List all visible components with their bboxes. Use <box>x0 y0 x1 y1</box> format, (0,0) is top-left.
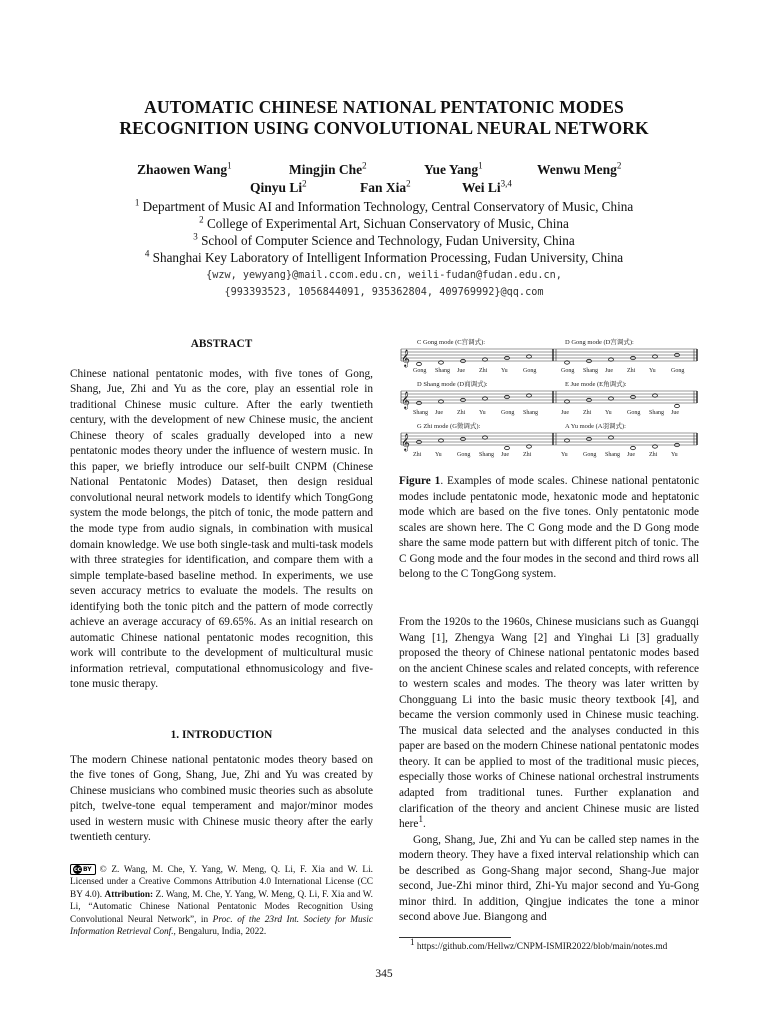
whole-note <box>439 361 444 364</box>
email-line-1[interactable]: {wzw, yewyang}@mail.ccom.edu.cn, weili-fudan@fudan.edu.cn, <box>206 270 562 281</box>
abstract-heading: ABSTRACT <box>190 338 253 350</box>
author: Wenwu Meng$^2$ <box>537 160 622 177</box>
note-step-name: Gong <box>561 368 575 374</box>
note-step-name: Zhi <box>479 368 488 374</box>
note-step-name: Jue <box>671 410 679 416</box>
note-step-name: Jue <box>457 368 465 374</box>
caption-label: Figure 1 <box>399 475 441 487</box>
venue: Proc. of the 23rd Int. Society for Music Information Retrieval Conf., <box>70 914 373 938</box>
staff-mode-label: G Zhi mode (G徵调式): <box>417 423 481 430</box>
whole-note <box>527 355 532 358</box>
figure-caption <box>399 474 699 583</box>
introduction-heading: 1. INTRODUCTION <box>170 729 273 741</box>
affiliation: $^3$ School of Computer Science and Technology, Fudan University, China <box>193 231 575 248</box>
note-step-name: Jue <box>561 410 569 416</box>
note-step-name: Gong <box>627 410 641 416</box>
page-number: 345 <box>375 968 393 980</box>
license-text: © Z. Wang, M. Che, Y. Yang, W. Meng, Q. Li, F. Xia and W. Li. Licensed under a Creative Commons Attribution 4.0 International License (CC BY 4.0). <box>70 865 373 900</box>
staff-mode-label: D Shang mode (D商调式): <box>417 381 488 388</box>
staff-mode-label: A Yu mode (A羽调式): <box>565 423 626 430</box>
note-step-name: Yu <box>605 410 612 416</box>
whole-note <box>483 436 488 439</box>
introduction-paragraph: The modern Chinese national pentatonic modes theory based on the five tones of Gong, Shang, Jue, Zhi and Yu was created by Chinese musicians who combined music theories such as absolute pitch, twelve-tone equal temperament and major/minor modes used in western music with Chinese music theory after the early twentieth century. <box>70 753 373 844</box>
whole-note <box>609 397 614 400</box>
note-step-name: Jue <box>605 368 613 374</box>
note-step-name: Zhi <box>649 452 658 458</box>
attribution-label: Attribution: <box>104 889 154 900</box>
note-step-name: Yu <box>501 368 508 374</box>
author: Zhaowen Wang$^1$ <box>137 160 232 177</box>
right-body <box>399 615 699 926</box>
right-paragraph-1: From the 1920s to the 1960s, Chinese musicians such as Guangqi Wang [1], Zhengya Wang [2] and Yinghai Li [3] gradually proposed the theory of Chinese national pentatonic modes based on the ancient Chinese scales and related concepts, with reference to western scales and modes. The theory was later written by Chongguang Li into the basic music theory textbook [4], and became the version commonly used in Chinese music teaching. The musical data selected and the analyses conducted in this paper are based on the modern Chinese national pentatonic modes theory. It can be applied to most of the traditional music pieces, especially those works of Chinese national orchestral instruments adapted from traditional tunes. Further explanation and clarification of the theory and ancient Chinese music are listed here$^1$. <box>399 616 699 831</box>
note-step-name: Gong <box>501 410 515 416</box>
whole-note <box>417 362 422 365</box>
note-step-name: Gong <box>671 368 685 374</box>
note-step-name: Yu <box>649 368 656 374</box>
affiliation: $^4$ Shanghai Key Laboratory of Intelligent Information Processing, Fudan University, China <box>144 248 624 265</box>
affiliation: $^1$ Department of Music AI and Information Technology, Central Conservatory of Music, China <box>134 197 634 214</box>
whole-note <box>505 446 510 449</box>
whole-note <box>565 361 570 364</box>
note-step-name: Zhi <box>627 368 636 374</box>
note-step-name: Zhi <box>413 452 422 458</box>
location: Bengaluru, India, 2022. <box>178 927 267 938</box>
note-step-name: Yu <box>671 452 678 458</box>
note-step-name: Zhi <box>583 410 592 416</box>
right-paragraph-2: Gong, Shang, Jue, Zhi and Yu can be called step names in the modern theory. They have a fixed interval relationship which can be described as Gong-Shang major second, Shang-Jue major second, Jue-Zhi minor third, Zhi-Yu major second and Yu-Gong minor third. In addition, Qingjue indicates the tone a minor second above Jue. Biangong and <box>399 833 699 924</box>
affiliations <box>40 198 728 266</box>
footnote-marker: 1 <box>418 814 423 825</box>
abstract-text: Chinese national pentatonic modes, with five tones of Gong, Shang, Jue, Zhi and Yu as the core, play an essential role in traditional Chinese music culture. After the early twentieth century, with the development of new Chinese music, the ancient Chinese theory of scales gradually developed into a new pentatonic modes theory under the influence of western music. In this paper, we briefly introduce our self-built CNPM (Chinese National Pentatonic Modes) Dataset, then design residual convolutional neural network models to identify which TongGong system the mode belongs, the pitch of tonic, the mode pattern and the mode type from audio signals, in combination with musical domain knowledge. We use both single-task and multi-task models with three strategies for identification, and compare them with a simple template-based baseline method. In experiments, we use seven accuracy metrics to evaluate the models. The results on identifying both the tonic pitch and the pattern of mode correctly achieve an average accuracy of 69.65%. As an initial research on automatic Chinese national pentatonic modes recognition, this work will contribute to the development of multicultural music information retrieval, computational ethnomusicology and five-tone music therapy. <box>70 367 373 691</box>
author: Wei Li$^{3,4}$ <box>462 178 512 195</box>
authors-row-1 <box>0 162 768 180</box>
note-step-name: Jue <box>627 452 635 458</box>
note-step-name: Zhi <box>523 452 532 458</box>
note-step-name: Shang <box>523 410 538 416</box>
note-step-name: Shang <box>479 452 494 458</box>
paper-title <box>40 97 728 139</box>
whole-note <box>675 404 680 407</box>
note-step-name: Gong <box>413 368 427 374</box>
note-step-name: Shang <box>649 410 664 416</box>
title-line-1: AUTOMATIC CHINESE NATIONAL PENTATONIC MODES <box>144 97 624 117</box>
title-line-2: RECOGNITION USING CONVOLUTIONAL NEURAL NETWORK <box>119 118 649 138</box>
whole-note <box>483 397 488 400</box>
whole-note <box>609 436 614 439</box>
figure-1 <box>399 337 699 462</box>
whole-note <box>527 445 532 448</box>
staff-mode-label: D Gong mode (D宫调式): <box>565 339 634 346</box>
note-step-name: Shang <box>605 452 620 458</box>
whole-note <box>565 439 570 442</box>
whole-note <box>653 355 658 358</box>
introduction-section <box>70 728 373 846</box>
note-step-name: Yu <box>561 452 568 458</box>
whole-note <box>483 358 488 361</box>
abstract-section <box>70 337 373 693</box>
author: Fan Xia$^2$ <box>360 178 411 195</box>
whole-note <box>631 446 636 449</box>
treble-clef-icon: 𝄞 <box>401 349 410 367</box>
license-note <box>70 864 373 938</box>
note-step-name: Shang <box>413 410 428 416</box>
whole-note <box>653 445 658 448</box>
mode-scales-staves <box>399 337 699 462</box>
email-addresses <box>40 267 728 301</box>
note-step-name: Yu <box>479 410 486 416</box>
treble-clef-icon: 𝄞 <box>401 391 410 409</box>
note-step-name: Jue <box>435 410 443 416</box>
attribution-text: Z. Wang, M. Che, Y. Yang, W. Meng, Q. Li, F. Xia and W. Li, “Automatic Chinese National Pentatonic Modes Recognition Using Convolutional Neural Network”, in <box>70 889 373 925</box>
affiliation: $^2$ College of Experimental Art, Sichuan Conservatory of Music, China <box>199 214 569 231</box>
note-step-name: Gong <box>583 452 597 458</box>
note-step-name: Shang <box>583 368 598 374</box>
note-step-name: Yu <box>435 452 442 458</box>
whole-note <box>439 400 444 403</box>
footnote-rule <box>399 937 511 938</box>
author: Yue Yang$^1$ <box>424 160 483 177</box>
note-step-name: Gong <box>457 452 471 458</box>
whole-note <box>439 439 444 442</box>
whole-note <box>565 400 570 403</box>
staff-mode-label: E Jue mode (E角调式): <box>565 381 627 388</box>
footnote-url[interactable]: https://github.com/Hellwz/CNPM-ISMIR2022/blob/main/notes.md <box>416 942 668 952</box>
staff-mode-label: C Gong mode (C宫调式): <box>417 339 486 346</box>
caption-text: . Examples of mode scales. Chinese national pentatonic modes include pentatonic mode, hexatonic mode and heptatonic mode which are based on the five tones. Only pentatonic mode scales are shown here. The C Gong mode and the D Gong mode share the same mode pattern but with different pitch of tonic. The C Gong mode and the four modes in the second and third rows all belong to the C TongGong system. <box>399 475 699 581</box>
footnote: 1 https://github.com/Hellwz/CNPM-ISMIR2022/blob/main/notes.md <box>410 936 668 952</box>
note-step-name: Jue <box>501 452 509 458</box>
note-step-name: Gong <box>523 368 537 374</box>
whole-note <box>609 358 614 361</box>
email-line-2[interactable]: {993393523, 1056844091, 935362804, 409769992}@qq.com <box>224 287 544 298</box>
treble-clef-icon: 𝄞 <box>401 433 410 451</box>
note-step-name: Shang <box>435 368 450 374</box>
author: Qinyu Li$^2$ <box>250 178 307 195</box>
authors-row-2 <box>0 180 768 198</box>
whole-note <box>527 394 532 397</box>
whole-note <box>653 394 658 397</box>
author: Mingjin Che$^2$ <box>289 160 367 177</box>
note-step-name: Zhi <box>457 410 466 416</box>
cc-license-icon[interactable]: cc BY <box>70 864 96 875</box>
